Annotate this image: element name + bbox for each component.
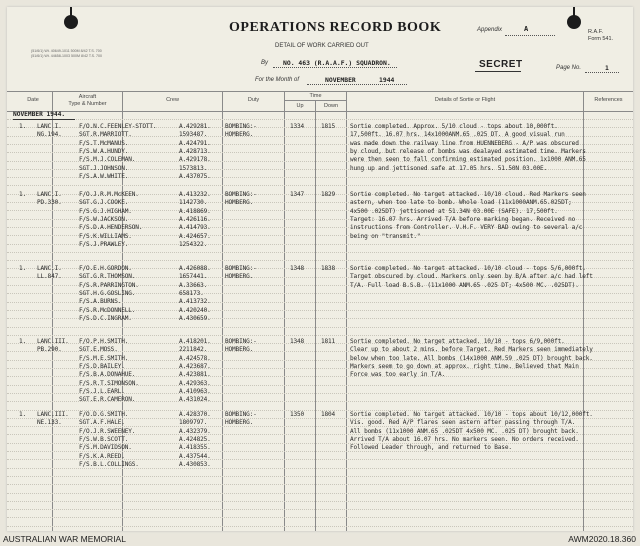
time-up: 1334 (290, 123, 305, 130)
crew-number: A.420240. (179, 306, 211, 314)
col-details: Details of Sortie or Flight (434, 97, 496, 103)
col-duty: Duty (247, 97, 260, 103)
crew-number: A.33663. (179, 281, 208, 289)
crew-name: F/S.J.PRAWLEY. (79, 240, 129, 248)
crew-number: A.437544. (179, 452, 211, 460)
aircraft-line: LANC.III. (37, 411, 69, 418)
crew-name: F/O.D.G.SMITH. (79, 411, 129, 418)
aircraft-line: LL.847. (37, 273, 62, 281)
detail-line: Force was too early in T/A. (350, 371, 446, 379)
ruled-line (7, 185, 633, 186)
crew-number: A.423687. (179, 362, 211, 370)
detail-line: was made down the railway line from HUENNEBERG - A/P was obscured (350, 139, 579, 147)
appendix-value: A (524, 25, 529, 33)
printer-note-1: (51/6/1) Wt. 40649-1011 500M 8/42 T.S. 700 (31, 49, 102, 53)
duty-line: HOMBERG. (225, 346, 254, 354)
crew-name: F/S.R.McDONNELL. (79, 306, 136, 314)
ruled-line (7, 484, 633, 485)
crew-number: 1142730. (179, 199, 208, 207)
detail-line: below when too late. All bombs (14x1000 ANM.59 .025 DT) brought back. (350, 354, 593, 362)
crew-name: SGT.E.R.CAMERON. (79, 396, 136, 404)
crew-name: F/S.B.L.COLLINGS. (79, 460, 139, 468)
col-up: Up (296, 103, 304, 109)
detail-line: 17,500ft. 16.07 hrs. 14x1000ANM.65 .025 DT. A good visual run (350, 131, 565, 139)
detail-line: Sortie completed. No target attacked. 10/10 cloud - tops 5/6,000ft. (350, 265, 586, 272)
crew-name: F/O.J.R.M.McKEEN. (79, 191, 139, 198)
printer-note-2: (51/6/1) Wt. 44658-1003 500M 8/42 T.S. 700 (31, 54, 103, 58)
crew-name: F/S.M.J.COLEMAN. (79, 156, 136, 164)
col-down: Down (323, 103, 339, 109)
duty-line: HOMBERG. (225, 131, 254, 139)
time-up: 1347 (290, 191, 305, 198)
aircraft-line: NE.133. (37, 419, 62, 427)
crew-number: 1254322. (179, 240, 208, 248)
crew-number: A.423881. (179, 371, 211, 379)
footer-institution: AUSTRALIAN WAR MEMORIAL (3, 534, 126, 544)
crew-number: A.426088. (179, 265, 211, 272)
crew-name: F/S.K.WILLIAMS. (79, 232, 132, 240)
punch-hole-left (64, 15, 78, 29)
header-bottom-rule (7, 111, 633, 112)
crew-name: SGT.G.J.COOKE. (79, 199, 129, 207)
sortie-date: 1. (19, 338, 27, 345)
crew-name: F/S.R.PARRINGTON. (79, 281, 139, 289)
detail-line: 4x500 .025DT) jettisoned at 51.34N 03.00E (SAFE). 17,500ft. (350, 207, 558, 215)
ruled-line (7, 493, 633, 494)
year-value: 1944 (379, 76, 395, 84)
crew-name: F/S.W.JACKSON. (79, 215, 129, 223)
detail-line: were then seen to fall confirming estimated position. 1x1000 ANM.65 (350, 156, 586, 164)
crew-name: F/S.W.A.HUNDY. (79, 147, 129, 155)
crew-number: A.418355. (179, 444, 211, 452)
page-label: Page No. (556, 65, 582, 71)
crew-name: F/S.D.A.HENDERSON. (79, 224, 143, 232)
crew-number: 1593487. (179, 131, 208, 139)
crew-name: F/O.P.H.SMITH. (79, 338, 129, 345)
crew-number: 1573813. (179, 164, 208, 172)
time-down: 1811 (321, 338, 336, 345)
crew-number: A.430659. (179, 314, 211, 322)
aircraft-line: PB.290. (37, 346, 62, 354)
detail-line: T/A. Full load B.S.B. (11x1000 ANM.65 .025 DT; 4x500 MC. .025DT). (350, 281, 579, 289)
detail-line: Sortie completed. Approx. 5/10 cloud - tops about 10,000ft. (350, 123, 558, 130)
crew-name: F/S.W.B.SCOTT. (79, 435, 129, 443)
crew-name: F/O.E.H.GORDON. (79, 265, 132, 272)
col-date: Date (27, 97, 39, 103)
ruled-line (7, 509, 633, 510)
crew-number: A.424657. (179, 232, 211, 240)
crew-number: 2211842. (179, 346, 208, 354)
crew-name: F/S.A.W.WHITE. (79, 172, 129, 180)
detail-line: by cloud, but release of bombs was dealayed estimated time. Markers (350, 147, 586, 155)
detail-line: instructions from Controller. V.H.F. VERY BAD owing to several a/c (350, 224, 583, 232)
crew-number: A.414793. (179, 224, 211, 232)
col-references: References (594, 97, 623, 103)
detail-line: Sortie completed. No target attacked. 10/10 cloud. Red Markers seen (350, 191, 586, 198)
crew-number: A.431024. (179, 396, 211, 404)
crew-name: F/S.D.BAILEY. (79, 362, 125, 370)
crew-name: SGT.R.MARRIOTT. (79, 131, 132, 139)
crew-number: A.429363. (179, 379, 211, 387)
aircraft-line: LANC.I. (37, 191, 62, 198)
time-down: 1815 (321, 123, 336, 130)
col-aircraft-2: Type & Number (68, 101, 107, 107)
time-up: 1348 (290, 338, 305, 345)
aircraft-line: LANC.III. (37, 338, 69, 345)
header-top-rule (7, 91, 633, 92)
form-title: OPERATIONS RECORD BOOK (229, 20, 442, 35)
crew-name: SGT.J.JOHNSON. (79, 164, 129, 172)
crew-number: A.430853. (179, 460, 211, 468)
raf-form-line1: R.A.F. (588, 29, 603, 35)
crew-number: A.413232. (179, 191, 211, 198)
ruled-line (7, 501, 633, 502)
aircraft-line: LANC.I. (37, 123, 62, 130)
ruled-line (7, 119, 633, 120)
crew-number: A.424578. (179, 354, 211, 362)
ruled-line (7, 526, 633, 527)
col-aircraft-1: Aircraft (78, 94, 97, 100)
crew-name: SGT.H.G.GOSLING. (79, 289, 136, 297)
duty-line: HOMBERG. (225, 419, 254, 427)
archive-footer (0, 533, 640, 546)
col-crew: Crew (166, 97, 179, 103)
record-sheet (7, 7, 633, 531)
detail-line: Target obscured by cloud. Markers only seen by B/A after a/c had left (350, 273, 593, 281)
duty-line: BOMBING:- (225, 338, 257, 345)
squadron-name: NO. 463 (R.A.A.F.) SQUADRON. (283, 59, 391, 67)
ruled-line (7, 335, 633, 336)
crew-name: F/O.N.C.FEENLEY-STOTT. (79, 123, 157, 130)
crew-number: A.410963. (179, 387, 211, 395)
crew-number: A.418201. (179, 338, 211, 345)
detail-line: astern, when too late to bomb. Whole load (11x1000ANM.65.025DT; (350, 199, 572, 207)
aircraft-line: LANC.I. (37, 265, 62, 272)
detail-line: hung up and jettisoned safe at 17.05 hrs. 51.50N 03.00E. (350, 164, 548, 172)
appendix-label: Appendix (477, 27, 503, 33)
crew-number: A.428713. (179, 147, 211, 155)
crew-number: A.432379. (179, 427, 211, 435)
detail-line: being on "transmit." (350, 232, 421, 240)
crew-name: SGT.G.R.THOMSON. (79, 273, 136, 281)
crew-name: SGT.A.F.HALE. (79, 419, 125, 427)
sortie-date: 1. (19, 123, 27, 130)
form-subtitle: DETAIL OF WORK CARRIED OUT (275, 43, 369, 49)
duty-line: BOMBING:- (225, 123, 257, 130)
time-down: 1829 (321, 191, 336, 198)
crew-number: A.413732. (179, 298, 211, 306)
crew-number: A.426116. (179, 215, 211, 223)
crew-number: A.418869. (179, 207, 211, 215)
time-down: 1804 (321, 411, 336, 418)
detail-line: Clear up to about 2 mins. before Target. Red Markers seen immediately (350, 346, 593, 354)
crew-number: A.424791. (179, 139, 211, 147)
ruled-line (7, 327, 633, 328)
detail-line: Arrived T/A about 16.07 hrs. No markers seen. No orders received. (350, 435, 579, 443)
crew-name: F/S.G.J.HIGHAM. (79, 207, 132, 215)
crew-name: F/S.M.E.SMITH. (79, 354, 129, 362)
duty-line: BOMBING:- (225, 411, 257, 418)
crew-name: F/O.J.R.SWEENEY. (79, 427, 136, 435)
crew-name: F/S.J.L.EARL. (79, 387, 125, 395)
crew-name: F/S.K.A.REED. (79, 452, 125, 460)
crew-number: 658173. (179, 289, 204, 297)
page-value: 1 (605, 64, 609, 72)
detail-line: Markers seem to go down at approx. right time. Believed that Main (350, 362, 579, 370)
ruled-line (7, 260, 633, 261)
month-label: For the Month of (255, 77, 300, 83)
detail-line: Target: 16.07 hrs. Arrived T/A before marking began. Received no (350, 215, 576, 223)
crew-name: F/S.D.C.INGRAM. (79, 314, 132, 322)
sortie-date: 1. (19, 411, 27, 418)
detail-line: Sortie completed. No target attacked. 10/10 - tops 6/9,000ft. (350, 338, 565, 345)
duty-line: BOMBING:- (225, 191, 257, 198)
aircraft-line: PD.330. (37, 199, 62, 207)
crew-name: F/S.T.McMANUS. (79, 139, 129, 147)
sortie-date: 1. (19, 265, 27, 272)
time-up: 1350 (290, 411, 305, 418)
aircraft-line: NG.194. (37, 131, 62, 139)
time-down: 1838 (321, 265, 336, 272)
sortie-date: 1. (19, 191, 27, 198)
crew-name: F/S.R.T.SIMONSON. (79, 379, 139, 387)
detail-line: All bombs (11x1000 ANM.65 .025DT 4x500 MC. .025 DT) brought back. (350, 427, 579, 435)
month-value: NOVEMBER (325, 76, 356, 84)
crew-number: 1809797. (179, 419, 208, 427)
secret-stamp: SECRET (479, 59, 523, 70)
punch-hole-right (567, 15, 581, 29)
ruled-line (7, 517, 633, 518)
crew-number: A.424825. (179, 435, 211, 443)
detail-line: Vis. good. Red A/P flares seen astern after passing through T/A. (350, 419, 576, 427)
ruled-line (7, 252, 633, 253)
crew-number: A.429178. (179, 156, 211, 164)
detail-line: Followed Leader through, and returned to Base. (350, 444, 512, 452)
footer-reference: AWM2020.18.360 (568, 534, 636, 544)
col-time: Time (309, 93, 322, 99)
raf-form-line2: Form 541. (588, 36, 614, 42)
crew-name: F/S.B.A.DONAHUE. (79, 371, 136, 379)
date-heading: NOVEMBER 1944. (13, 111, 66, 118)
crew-number: A.429281. (179, 123, 211, 130)
crew-number: 1657441. (179, 273, 208, 281)
ruled-line (7, 476, 633, 477)
time-up: 1348 (290, 265, 305, 272)
crew-name: SGT.E.MOSS. (79, 346, 118, 354)
detail-line: Sortie completed. No target attacked. 10/10 - tops about 10/12,000ft. (350, 411, 593, 418)
crew-name: F/S.A.BURNS. (79, 298, 122, 306)
duty-line: BOMBING:- (225, 265, 257, 272)
duty-line: HOMBERG. (225, 273, 254, 281)
duty-line: HOMBERG. (225, 199, 254, 207)
crew-number: A.437075. (179, 172, 211, 180)
crew-name: F/S.M.DAVIDSON. (79, 444, 132, 452)
by-label: By (261, 60, 269, 66)
crew-number: A.428370. (179, 411, 211, 418)
